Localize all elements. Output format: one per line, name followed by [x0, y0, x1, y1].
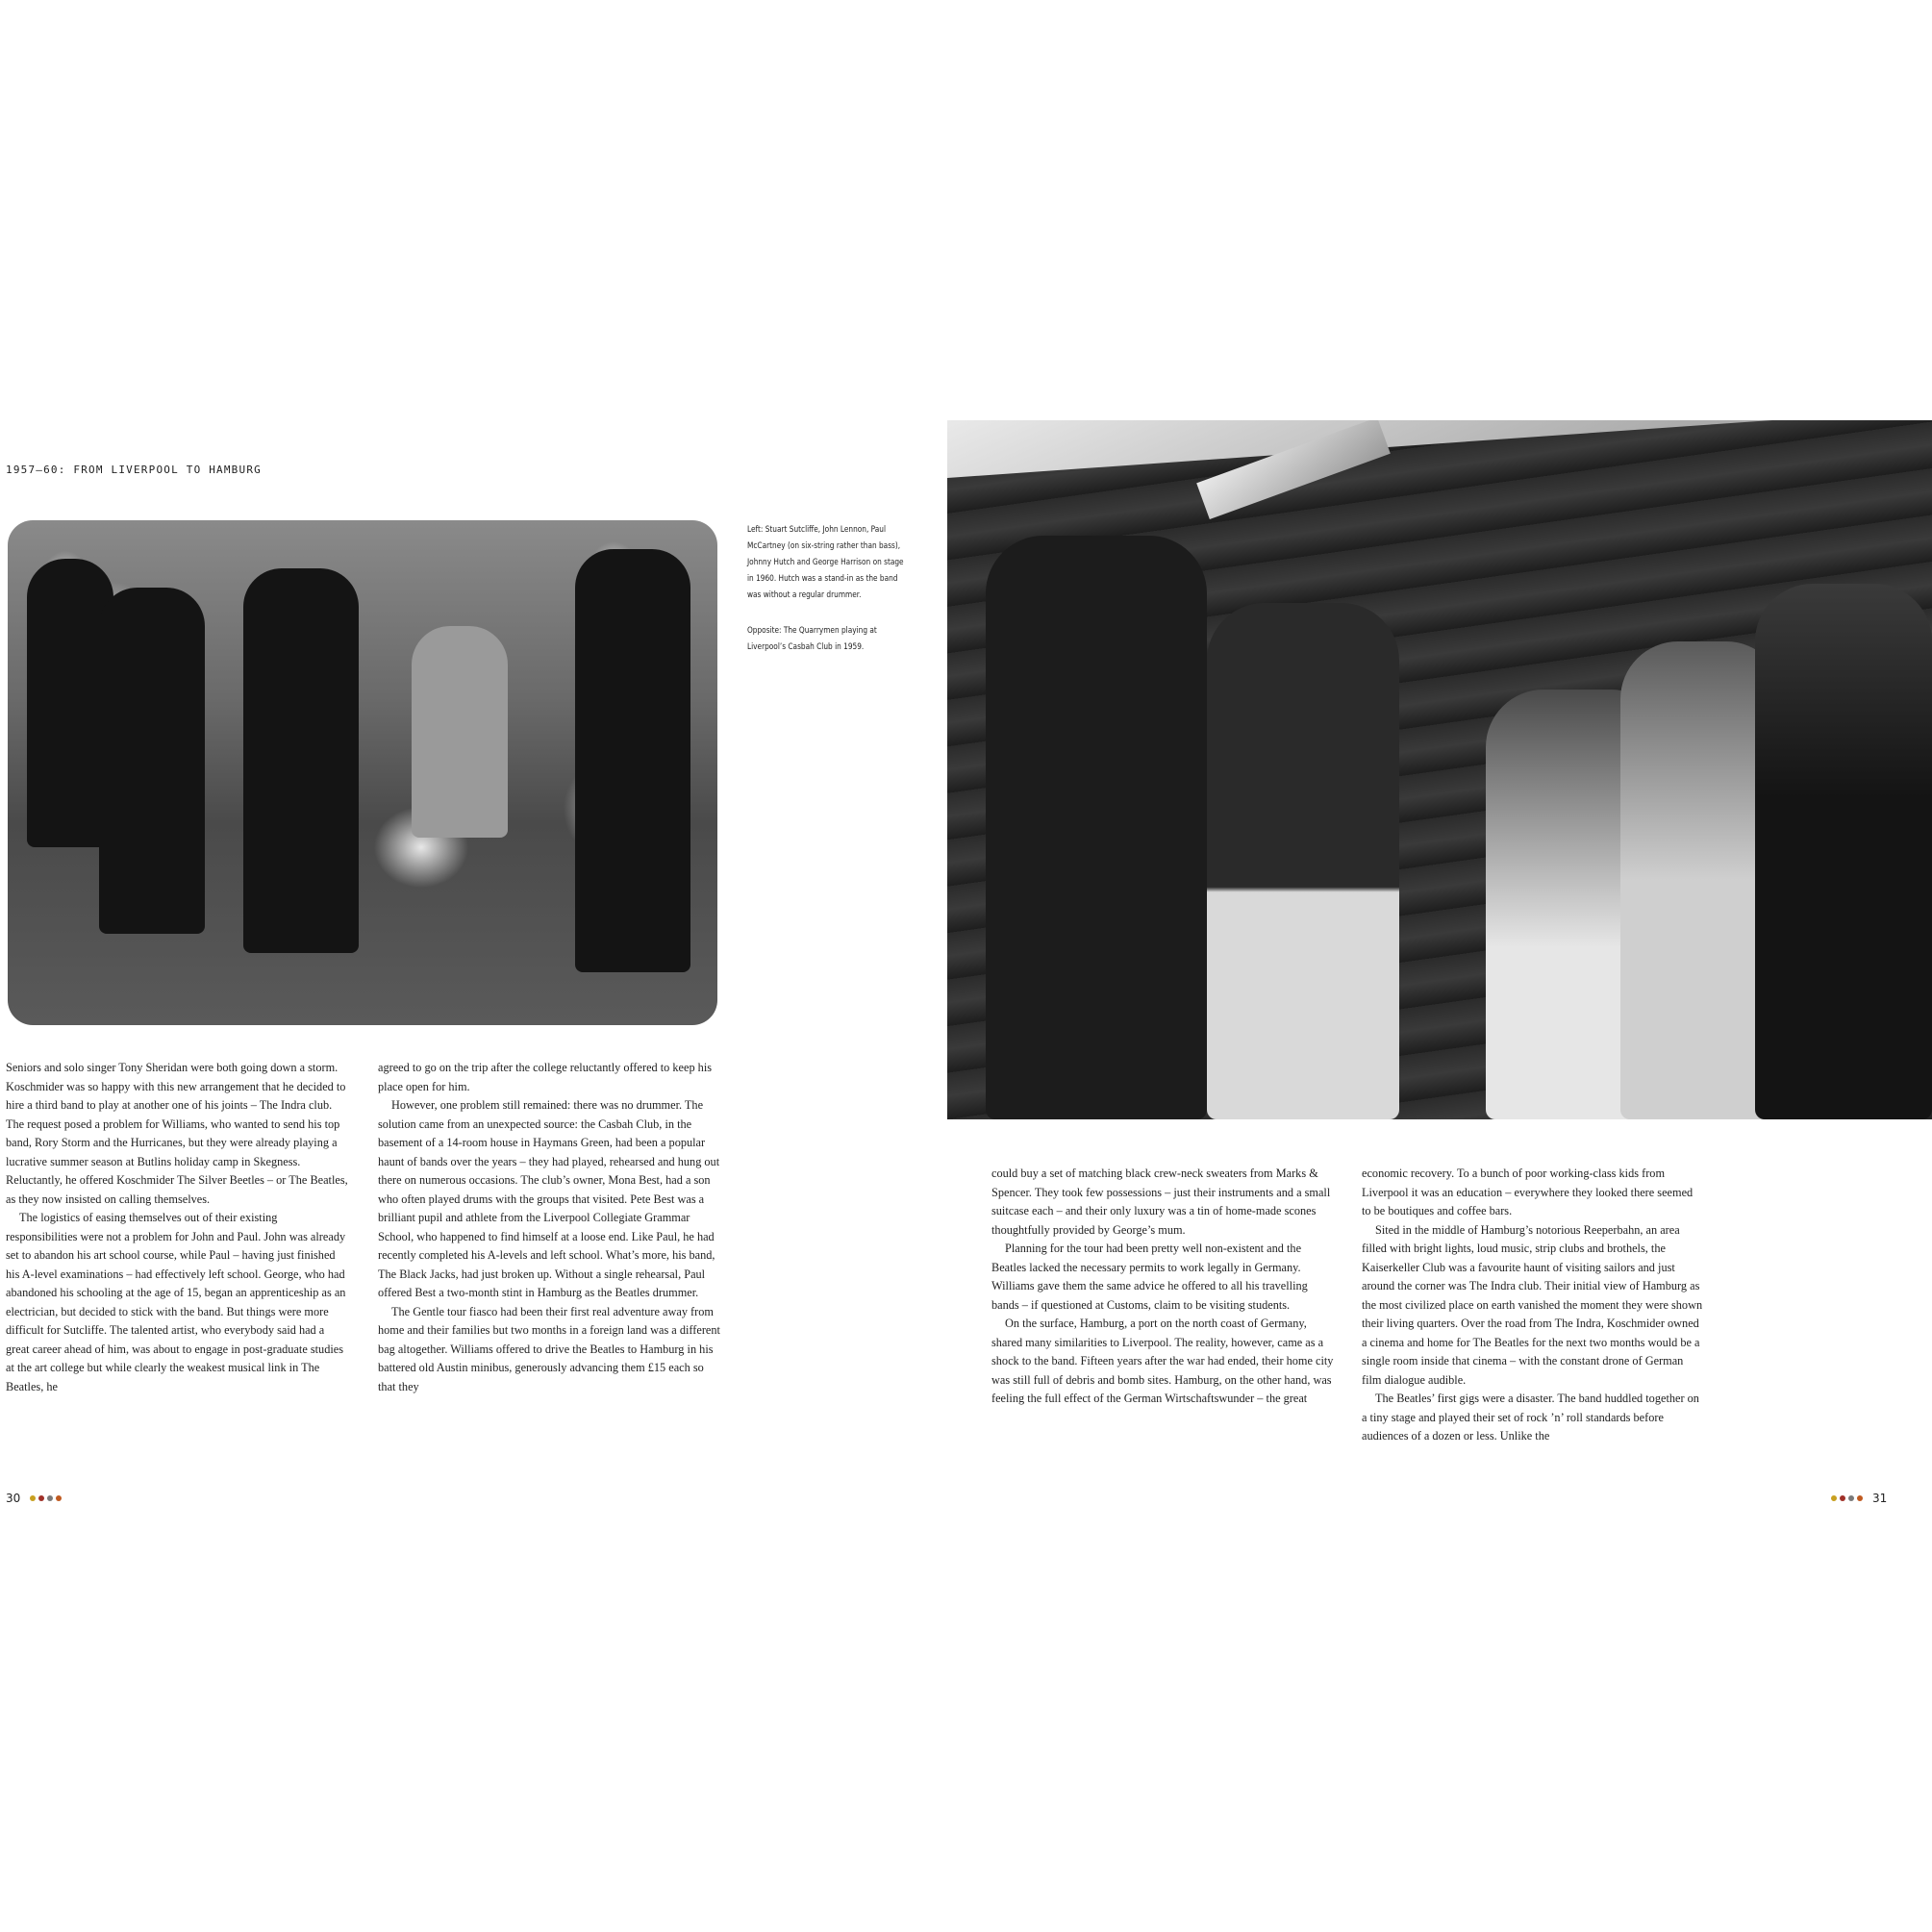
band-on-stage-photo — [8, 520, 717, 1025]
photo-figure — [1207, 603, 1399, 1119]
photo-caption — [747, 522, 909, 675]
photo-figure — [412, 626, 508, 838]
quarrymen-casbah-photo — [947, 420, 1932, 1119]
paragraph: agreed to go on the trip after the college reluctantly offered to keep his place open for him. — [378, 1061, 713, 1093]
page-number-left: 30 — [6, 1492, 21, 1505]
page-number-right: 31 — [1872, 1492, 1888, 1505]
photo-figure — [243, 568, 359, 953]
dot-icon — [56, 1495, 62, 1501]
paragraph: The Gentle tour fiasco had been their first real adventure away from home and their families but two months in a foreign land was a different bag altogether. Williams offered to drive the Beatles to Hamburg in his battered old Austin minibus, generously advancing them £15 each so that they — [378, 1304, 720, 1393]
decorative-dots-icon — [1831, 1495, 1863, 1501]
page-number-left-group — [6, 1492, 62, 1505]
paragraph: economic recovery. To a bunch of poor working-class kids from Liverpool it was an education – everywhere they looked there seemed to be boutiques and coffee bars. — [1362, 1167, 1694, 1217]
dot-icon — [1848, 1495, 1854, 1501]
photo-figure — [1755, 584, 1932, 1119]
dot-icon — [47, 1495, 53, 1501]
paragraph: On the surface, Hamburg, a port on the north coast of Germany, shared many similarities to Liverpool. The reality, however, came as a shock to the band. Fifteen years after the war had ended, their home city was still full of debris and bomb sites. Hamburg, on the other hand, was feeling the full effect of the German Wirtschaftswunder – the great — [991, 1317, 1334, 1405]
dot-icon — [1857, 1495, 1863, 1501]
caption-opposite: Opposite: The Quarrymen playing at Liverpool’s Casbah Club in 1959. — [747, 626, 877, 652]
paragraph: Sited in the middle of Hamburg’s notorious Reeperbahn, an area filled with bright lights, loud music, strip clubs and brothels, the Kaiserkeller Club was a favourite haunt of visiting sailors and just around the corner was The Indra club. Their initial view of Hamburg as the most civilized place on earth vanished the moment they were shown their living quarters. Over the road from The Indra, Koschmider owned a cinema and home for The Beatles for the next two months would be a single room inside that cinema – with the constant drone of German film dialogue audible. — [1362, 1222, 1703, 1387]
paragraph: The logistics of easing themselves out of their existing responsibilities were not a problem for John and Paul. John was already set to abandon his art school course, while Paul – having just finished his A-level examinations – had effectively left school. George, who had abandoned his schooling at the age of 15, began an apprenticeship as an electrician, but decided to stick with the band. But things were more difficult for Sutcliffe. The talented artist, who everybody said had a great career ahead of him, was about to engage in post-graduate studies at the art college but while clearly the weakest musical link in The Beatles, he — [6, 1211, 346, 1393]
photo-figure — [575, 549, 690, 972]
paragraph: could buy a set of matching black crew-neck sweaters from Marks & Spencer. They took few possessions – just their instruments and a small suitcase each – and their only luxury was a tin of home-made scones thoughtfully provided by George’s mum. — [991, 1167, 1331, 1237]
text-column-3 — [991, 1165, 1334, 1409]
running-head: 1957–60: FROM LIVERPOOL TO HAMBURG — [6, 464, 262, 476]
caption-left: Left: Stuart Sutcliffe, John Lennon, Paul McCartney (on six-string rather than bass), Johnny Hutch and George Harrison on stage in 1960. Hutch was a stand-in as the band was without a regular drummer. — [747, 525, 904, 600]
text-column-2 — [378, 1059, 720, 1396]
dot-icon — [1840, 1495, 1845, 1501]
paragraph: However, one problem still remained: there was no drummer. The solution came from an unexpected source: the Casbah Club, in the basement of a 14-room house in Haymans Green, had been a popular haunt of bands over the years – they had played, rehearsed and hung out there on numerous occasions. The club’s owner, Mona Best, had a son who often played drums with the groups that visited. Pete Best was a brilliant pupil and athlete from the Liverpool Collegiate Grammar School, who happened to find himself at a loose end. Like Paul, he had recently completed his A-levels and left school. What’s more, his band, The Black Jacks, had just broken up. Without a single rehearsal, Paul offered Best a two-month stint in Hamburg as the Beatles drummer. — [378, 1098, 720, 1299]
photo-beam — [947, 420, 1932, 478]
photo-figure — [99, 588, 205, 934]
page-number-right-group — [1831, 1492, 1887, 1505]
paragraph: Planning for the tour had been pretty well non-existent and the Beatles lacked the necessary permits to work legally in Germany. Williams gave them the same advice he offered to all his travelling bands – if questioned at Customs, claim to be visiting students. — [991, 1242, 1308, 1312]
photo-figure — [986, 536, 1207, 1119]
dot-icon — [1831, 1495, 1837, 1501]
dot-icon — [30, 1495, 36, 1501]
paragraph: Seniors and solo singer Tony Sheridan were both going down a storm. Koschmider was so happy with this new arrangement that he decided to hire a third band to play at another one of his joints – The Indra club. The request posed a problem for Williams, who wanted to send his top band, Rory Storm and the Hurricanes, but they were already playing a lucrative summer season at Butlins holiday camp in Skegness. Reluctantly, he offered Koschmider The Silver Beetles – or The Beatles, as they now insisted on calling themselves. — [6, 1061, 348, 1206]
text-column-1 — [6, 1059, 348, 1396]
paragraph: The Beatles’ first gigs were a disaster. The band huddled together on a tiny stage and played their set of rock ’n’ roll standards before audiences of a dozen or less. Unlike the — [1362, 1392, 1699, 1443]
dot-icon — [38, 1495, 44, 1501]
decorative-dots-icon — [30, 1495, 62, 1501]
text-column-4 — [1362, 1165, 1704, 1446]
